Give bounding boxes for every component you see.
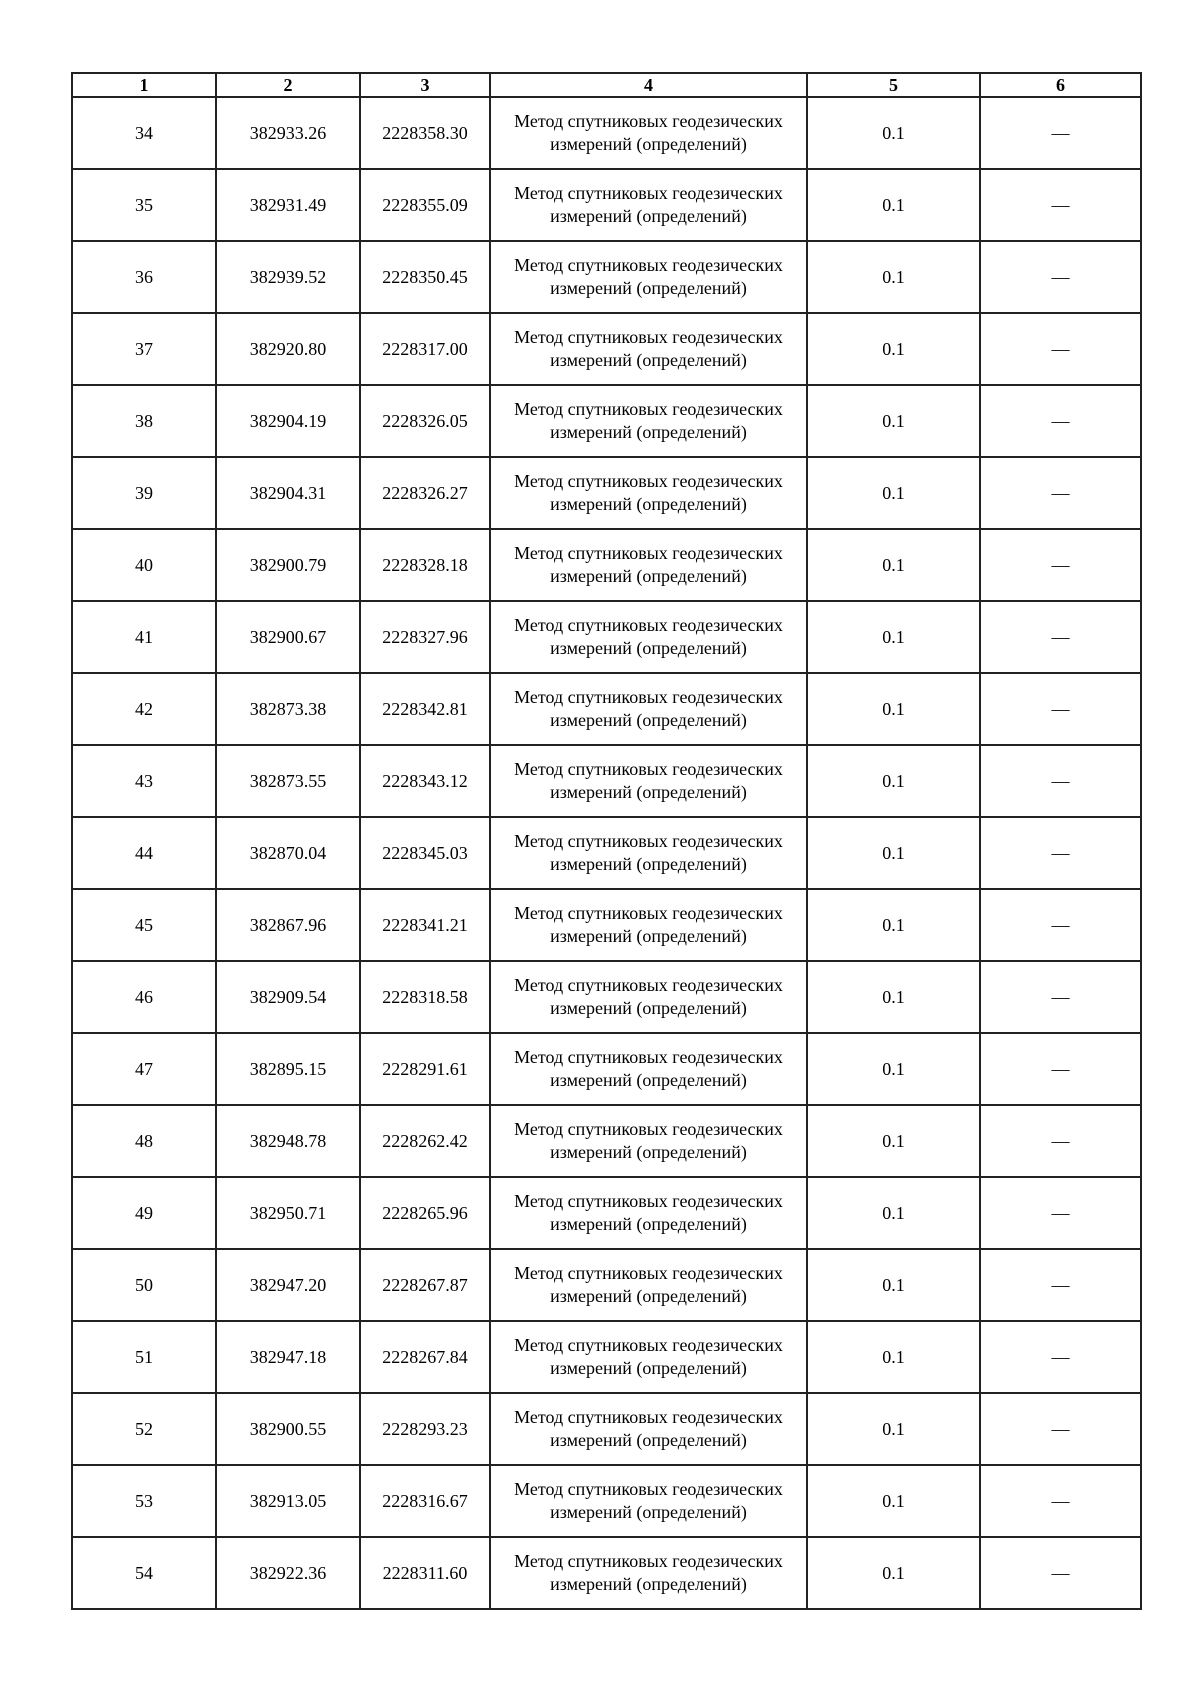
table-row xyxy=(72,169,1141,241)
table-row xyxy=(72,673,1141,745)
method-cell: Метод спутниковых геодезических измерений (определений) xyxy=(490,313,807,385)
header-col-6: 6 xyxy=(980,73,1141,97)
point-number-cell: 52 xyxy=(72,1393,216,1465)
note-cell: — xyxy=(980,97,1141,169)
y-coordinate-cell: 2228293.23 xyxy=(360,1393,490,1465)
point-number-cell: 37 xyxy=(72,313,216,385)
x-coordinate-cell: 382933.26 xyxy=(216,97,360,169)
note-cell: — xyxy=(980,241,1141,313)
note-cell: — xyxy=(980,1537,1141,1609)
note-cell: — xyxy=(980,961,1141,1033)
table-row xyxy=(72,529,1141,601)
method-cell: Метод спутниковых геодезических измерений (определений) xyxy=(490,1105,807,1177)
note-cell: — xyxy=(980,1105,1141,1177)
accuracy-cell: 0.1 xyxy=(807,1465,980,1537)
y-coordinate-cell: 2228341.21 xyxy=(360,889,490,961)
table-row xyxy=(72,1465,1141,1537)
method-cell: Метод спутниковых геодезических измерений (определений) xyxy=(490,745,807,817)
x-coordinate-cell: 382895.15 xyxy=(216,1033,360,1105)
y-coordinate-cell: 2228316.67 xyxy=(360,1465,490,1537)
x-coordinate-cell: 382913.05 xyxy=(216,1465,360,1537)
note-cell: — xyxy=(980,1177,1141,1249)
x-coordinate-cell: 382947.20 xyxy=(216,1249,360,1321)
x-coordinate-cell: 382922.36 xyxy=(216,1537,360,1609)
method-cell: Метод спутниковых геодезических измерений (определений) xyxy=(490,169,807,241)
accuracy-cell: 0.1 xyxy=(807,1033,980,1105)
note-cell: — xyxy=(980,457,1141,529)
y-coordinate-cell: 2228343.12 xyxy=(360,745,490,817)
note-cell: — xyxy=(980,529,1141,601)
accuracy-cell: 0.1 xyxy=(807,889,980,961)
point-number-cell: 45 xyxy=(72,889,216,961)
note-cell: — xyxy=(980,385,1141,457)
y-coordinate-cell: 2228311.60 xyxy=(360,1537,490,1609)
point-number-cell: 42 xyxy=(72,673,216,745)
method-cell: Метод спутниковых геодезических измерений (определений) xyxy=(490,241,807,313)
table-row xyxy=(72,385,1141,457)
note-cell: — xyxy=(980,673,1141,745)
table-row xyxy=(72,313,1141,385)
table-row xyxy=(72,457,1141,529)
point-number-cell: 48 xyxy=(72,1105,216,1177)
x-coordinate-cell: 382870.04 xyxy=(216,817,360,889)
point-number-cell: 38 xyxy=(72,385,216,457)
point-number-cell: 35 xyxy=(72,169,216,241)
accuracy-cell: 0.1 xyxy=(807,961,980,1033)
point-number-cell: 39 xyxy=(72,457,216,529)
accuracy-cell: 0.1 xyxy=(807,97,980,169)
x-coordinate-cell: 382950.71 xyxy=(216,1177,360,1249)
coordinates-table xyxy=(71,72,1142,1610)
accuracy-cell: 0.1 xyxy=(807,1105,980,1177)
note-cell: — xyxy=(980,1033,1141,1105)
y-coordinate-cell: 2228350.45 xyxy=(360,241,490,313)
note-cell: — xyxy=(980,601,1141,673)
header-col-4: 4 xyxy=(490,73,807,97)
x-coordinate-cell: 382904.19 xyxy=(216,385,360,457)
point-number-cell: 41 xyxy=(72,601,216,673)
accuracy-cell: 0.1 xyxy=(807,529,980,601)
method-cell: Метод спутниковых геодезических измерений (определений) xyxy=(490,1393,807,1465)
point-number-cell: 53 xyxy=(72,1465,216,1537)
table-row xyxy=(72,961,1141,1033)
point-number-cell: 49 xyxy=(72,1177,216,1249)
point-number-cell: 34 xyxy=(72,97,216,169)
note-cell: — xyxy=(980,745,1141,817)
table-header xyxy=(72,73,1141,97)
accuracy-cell: 0.1 xyxy=(807,817,980,889)
y-coordinate-cell: 2228342.81 xyxy=(360,673,490,745)
x-coordinate-cell: 382900.55 xyxy=(216,1393,360,1465)
table-row xyxy=(72,1177,1141,1249)
accuracy-cell: 0.1 xyxy=(807,745,980,817)
header-row xyxy=(72,73,1141,97)
method-cell: Метод спутниковых геодезических измерений (определений) xyxy=(490,961,807,1033)
note-cell: — xyxy=(980,1249,1141,1321)
accuracy-cell: 0.1 xyxy=(807,601,980,673)
y-coordinate-cell: 2228355.09 xyxy=(360,169,490,241)
note-cell: — xyxy=(980,1465,1141,1537)
y-coordinate-cell: 2228327.96 xyxy=(360,601,490,673)
accuracy-cell: 0.1 xyxy=(807,1537,980,1609)
accuracy-cell: 0.1 xyxy=(807,1393,980,1465)
y-coordinate-cell: 2228326.05 xyxy=(360,385,490,457)
x-coordinate-cell: 382931.49 xyxy=(216,169,360,241)
table-row xyxy=(72,97,1141,169)
x-coordinate-cell: 382939.52 xyxy=(216,241,360,313)
accuracy-cell: 0.1 xyxy=(807,313,980,385)
table-row xyxy=(72,1321,1141,1393)
header-col-5: 5 xyxy=(807,73,980,97)
table-row xyxy=(72,601,1141,673)
method-cell: Метод спутниковых геодезических измерений (определений) xyxy=(490,1033,807,1105)
y-coordinate-cell: 2228262.42 xyxy=(360,1105,490,1177)
method-cell: Метод спутниковых геодезических измерений (определений) xyxy=(490,1465,807,1537)
accuracy-cell: 0.1 xyxy=(807,1249,980,1321)
table-row xyxy=(72,1033,1141,1105)
accuracy-cell: 0.1 xyxy=(807,457,980,529)
table-row xyxy=(72,745,1141,817)
header-col-2: 2 xyxy=(216,73,360,97)
table-row xyxy=(72,889,1141,961)
point-number-cell: 36 xyxy=(72,241,216,313)
y-coordinate-cell: 2228317.00 xyxy=(360,313,490,385)
x-coordinate-cell: 382948.78 xyxy=(216,1105,360,1177)
accuracy-cell: 0.1 xyxy=(807,385,980,457)
table-row xyxy=(72,1537,1141,1609)
header-col-1: 1 xyxy=(72,73,216,97)
header-col-3: 3 xyxy=(360,73,490,97)
accuracy-cell: 0.1 xyxy=(807,1177,980,1249)
method-cell: Метод спутниковых геодезических измерений (определений) xyxy=(490,673,807,745)
x-coordinate-cell: 382920.80 xyxy=(216,313,360,385)
x-coordinate-cell: 382947.18 xyxy=(216,1321,360,1393)
y-coordinate-cell: 2228328.18 xyxy=(360,529,490,601)
point-number-cell: 46 xyxy=(72,961,216,1033)
accuracy-cell: 0.1 xyxy=(807,673,980,745)
x-coordinate-cell: 382873.38 xyxy=(216,673,360,745)
method-cell: Метод спутниковых геодезических измерений (определений) xyxy=(490,1249,807,1321)
method-cell: Метод спутниковых геодезических измерений (определений) xyxy=(490,817,807,889)
method-cell: Метод спутниковых геодезических измерений (определений) xyxy=(490,457,807,529)
table-row xyxy=(72,817,1141,889)
note-cell: — xyxy=(980,313,1141,385)
note-cell: — xyxy=(980,169,1141,241)
note-cell: — xyxy=(980,889,1141,961)
y-coordinate-cell: 2228267.84 xyxy=(360,1321,490,1393)
point-number-cell: 40 xyxy=(72,529,216,601)
accuracy-cell: 0.1 xyxy=(807,241,980,313)
y-coordinate-cell: 2228358.30 xyxy=(360,97,490,169)
x-coordinate-cell: 382909.54 xyxy=(216,961,360,1033)
table-row xyxy=(72,1393,1141,1465)
y-coordinate-cell: 2228267.87 xyxy=(360,1249,490,1321)
point-number-cell: 47 xyxy=(72,1033,216,1105)
table-row xyxy=(72,1105,1141,1177)
x-coordinate-cell: 382873.55 xyxy=(216,745,360,817)
point-number-cell: 43 xyxy=(72,745,216,817)
table-body xyxy=(72,97,1141,1609)
accuracy-cell: 0.1 xyxy=(807,169,980,241)
method-cell: Метод спутниковых геодезических измерений (определений) xyxy=(490,601,807,673)
method-cell: Метод спутниковых геодезических измерений (определений) xyxy=(490,97,807,169)
method-cell: Метод спутниковых геодезических измерений (определений) xyxy=(490,889,807,961)
note-cell: — xyxy=(980,1321,1141,1393)
point-number-cell: 54 xyxy=(72,1537,216,1609)
y-coordinate-cell: 2228265.96 xyxy=(360,1177,490,1249)
method-cell: Метод спутниковых геодезических измерений (определений) xyxy=(490,1321,807,1393)
table-row xyxy=(72,241,1141,313)
x-coordinate-cell: 382900.67 xyxy=(216,601,360,673)
point-number-cell: 50 xyxy=(72,1249,216,1321)
x-coordinate-cell: 382900.79 xyxy=(216,529,360,601)
x-coordinate-cell: 382867.96 xyxy=(216,889,360,961)
note-cell: — xyxy=(980,1393,1141,1465)
x-coordinate-cell: 382904.31 xyxy=(216,457,360,529)
accuracy-cell: 0.1 xyxy=(807,1321,980,1393)
point-number-cell: 51 xyxy=(72,1321,216,1393)
method-cell: Метод спутниковых геодезических измерений (определений) xyxy=(490,1537,807,1609)
note-cell: — xyxy=(980,817,1141,889)
method-cell: Метод спутниковых геодезических измерений (определений) xyxy=(490,385,807,457)
point-number-cell: 44 xyxy=(72,817,216,889)
y-coordinate-cell: 2228291.61 xyxy=(360,1033,490,1105)
y-coordinate-cell: 2228345.03 xyxy=(360,817,490,889)
method-cell: Метод спутниковых геодезических измерений (определений) xyxy=(490,529,807,601)
y-coordinate-cell: 2228326.27 xyxy=(360,457,490,529)
y-coordinate-cell: 2228318.58 xyxy=(360,961,490,1033)
method-cell: Метод спутниковых геодезических измерений (определений) xyxy=(490,1177,807,1249)
table-row xyxy=(72,1249,1141,1321)
